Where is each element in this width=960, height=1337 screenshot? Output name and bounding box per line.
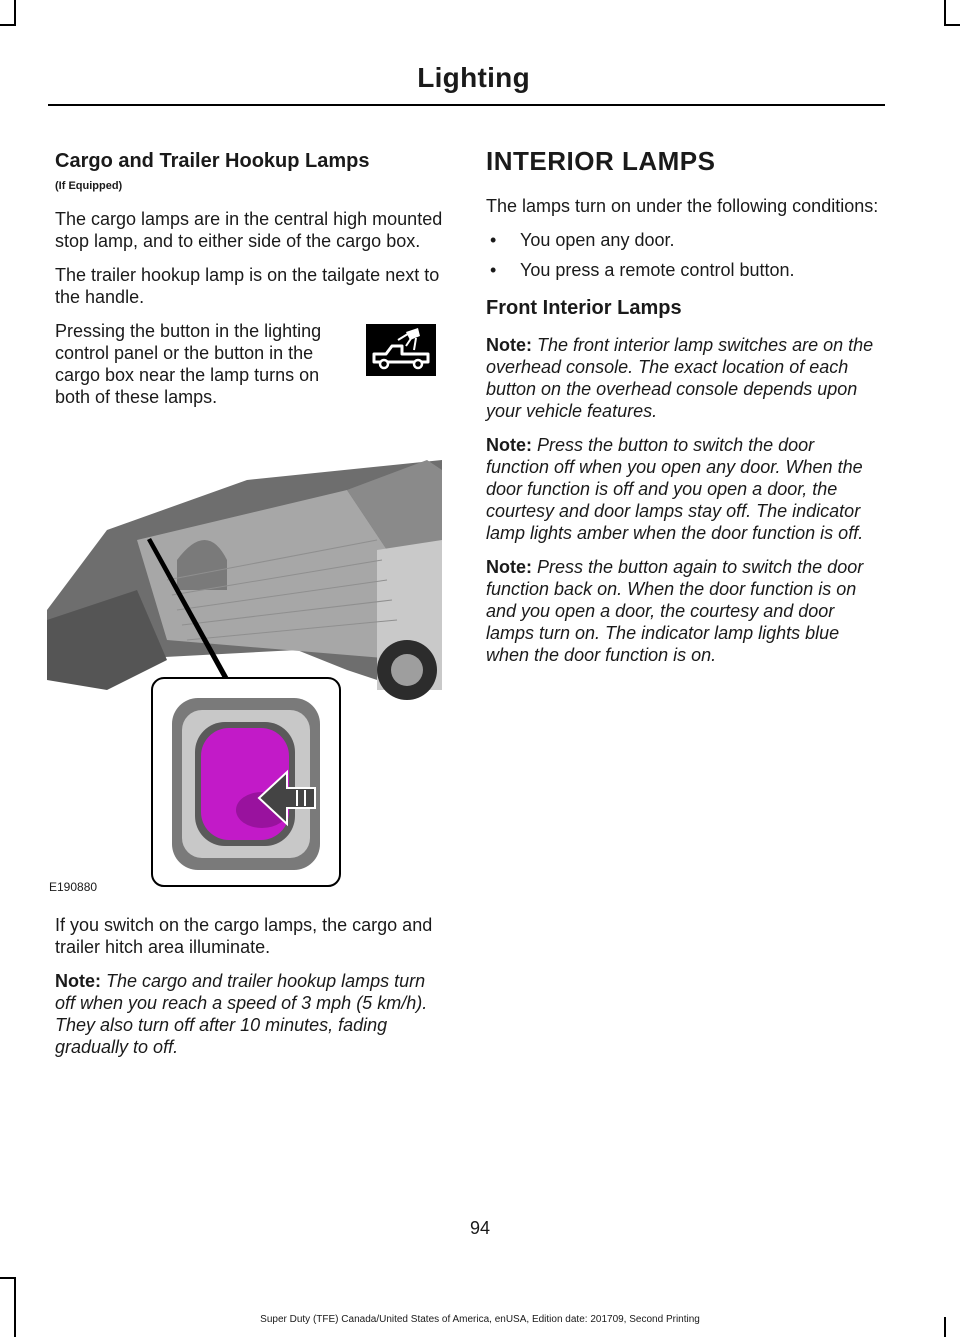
interior-lamps-heading: INTERIOR LAMPS bbox=[486, 146, 716, 176]
note-label: Note: bbox=[55, 971, 101, 991]
button-instruction bbox=[55, 320, 450, 408]
front-interior-heading: Front Interior Lamps bbox=[486, 297, 682, 319]
header-divider bbox=[48, 104, 885, 106]
crop-mark bbox=[944, 24, 960, 26]
condition-text: You press a remote control button. bbox=[520, 260, 795, 280]
condition-text: You open any door. bbox=[520, 230, 675, 250]
crop-mark bbox=[944, 0, 946, 26]
cargo-box-illustration bbox=[47, 420, 442, 900]
section-title: Lighting bbox=[417, 62, 530, 93]
if-equipped-label: (If Equipped) bbox=[55, 180, 123, 192]
note-label: Note: bbox=[486, 557, 532, 577]
note-text: The front interior lamp switches are on the overhead console. The exact location of each button on the overhead console depends upon your vehicle features. bbox=[486, 335, 874, 421]
cargo-lamps-heading: Cargo and Trailer Hookup Lamps bbox=[55, 150, 370, 172]
list-item bbox=[486, 259, 881, 281]
paragraph-cargo-illuminate: If you switch on the cargo lamps, the cargo and trailer hitch area illuminate. bbox=[55, 915, 433, 957]
right-column bbox=[486, 140, 881, 678]
note-door-on bbox=[486, 556, 881, 666]
note-text: The cargo and trailer hookup lamps turn off when you reach a speed of 3 mph (5 km/h). They also turn off after 10 minutes, fading gradually to off. bbox=[55, 971, 428, 1057]
note-text: Press the button again to switch the door function back on. When the door function is on and you open a door, the courtesy and door lamps turn on. The indicator lamp lights blue when the door function is on. bbox=[486, 557, 864, 665]
note-switch-location bbox=[486, 334, 881, 422]
paragraph-conditions-intro: The lamps turn on under the following conditions: bbox=[486, 196, 879, 216]
bullet: • bbox=[490, 260, 497, 280]
bullet: • bbox=[490, 230, 497, 250]
crop-mark bbox=[14, 0, 16, 26]
crop-mark bbox=[0, 1277, 16, 1279]
crop-mark bbox=[14, 1277, 16, 1337]
paragraph-cargo-location: The cargo lamps are in the central high mounted stop lamp, and to either side of the cargo box. bbox=[55, 209, 443, 251]
note-label: Note: bbox=[486, 335, 532, 355]
left-column bbox=[49, 140, 450, 1070]
footer-edition: Super Duty (TFE) Canada/United States of America, enUSA, Edition date: 201709, Second Printing bbox=[260, 1314, 700, 1325]
paragraph-button-press: Pressing the button in the lighting control panel or the button in the cargo box near the lamp turns on both of these lamps. bbox=[55, 321, 322, 407]
conditions-list bbox=[486, 229, 881, 281]
page-number: 94 bbox=[469, 1218, 491, 1238]
image-code: E190880 bbox=[49, 880, 98, 894]
note-cargo-speed bbox=[55, 970, 450, 1058]
note-text: Press the button to switch the door function off when you open any door. When the door function is off and you open a door, the courtesy and door lamps stay off. The indicator lamp lights amber when the door function is off. bbox=[486, 435, 864, 543]
list-item bbox=[486, 229, 881, 251]
note-door-off bbox=[486, 434, 881, 544]
cargo-box-image bbox=[47, 420, 442, 900]
paragraph-trailer-lamp: The trailer hookup lamp is on the tailgate next to the handle. bbox=[55, 265, 440, 307]
truck-cargo-lamp-icon bbox=[362, 322, 440, 378]
note-label: Note: bbox=[486, 435, 532, 455]
crop-mark bbox=[0, 24, 16, 26]
